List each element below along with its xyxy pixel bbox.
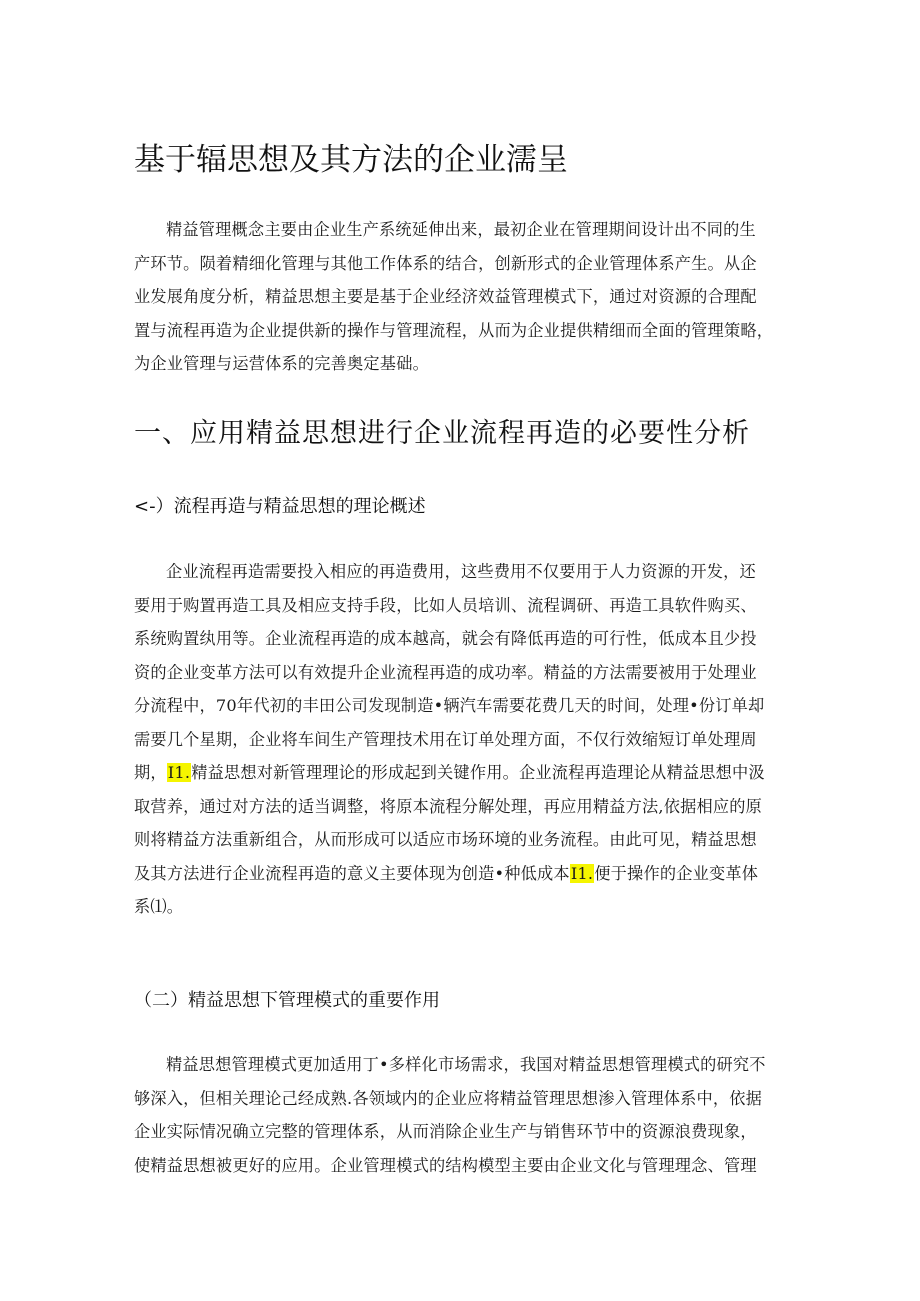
body-line-7-start: 期， <box>134 763 167 782</box>
body-line-6: 需要几个星期，企业将车间生产管理技术用在订单处理方面，不仅行效缩短订单处理周 <box>134 729 757 749</box>
body2-line-1: 精益思想管理模式更加适用丁•多样化市场需求，我国对精益思想管理模式的研究不 <box>166 1055 766 1074</box>
body-line-8: 取营养，通过对方法的适当调整，将原本流程分解处理，再应用精益方法,依据相应的原 <box>134 796 763 816</box>
subsection-heading-1: <-）流程再造与精益思想的理论概述 <box>134 496 426 517</box>
subsection-heading-2: （二）精益思想下管理模式的重要作用 <box>134 990 440 1011</box>
body-line-7 <box>134 756 794 790</box>
body-line-10-start: 及其方法进行企业流程再造的意义主要体现为创造•种低成本 <box>134 863 570 883</box>
body-line-4: 资的企业变革方法可以有效提升企业流程再造的成功率。精益的方法需要被用于处理业 <box>134 662 757 682</box>
body-paragraph-2 <box>134 1048 794 1182</box>
body2-line-2: 够深入，但相关理论己经成熟.各领域内的企业应将精益管理思想渗入管理体系中，依据 <box>134 1088 763 1108</box>
section-heading-1: 一、应用精益思想进行企业流程再造的必要性分析 <box>134 418 750 449</box>
body-line-7-end: 精益思想对新管理理论的形成起到关键作用。企业流程再造理论从精益思想中汲 <box>191 763 765 782</box>
body-line-11: 系⑴。 <box>134 897 184 916</box>
document-title: 基于辐思想及其方法的企业濡呈 <box>134 142 568 178</box>
body-line-5: 分流程中，70年代初的丰田公司发现制造•辆汽车需要花费几天的时间，处理•份订单却 <box>134 696 765 715</box>
intro-line-4: 置与流程再造为企业提供新的操作与管理流程，从而为企业提供精细而全面的管理策略， <box>134 320 774 340</box>
highlighted-citation-mark: I1. <box>570 863 594 883</box>
body-line-3: 系统购置纨用等。企业流程再造的成本越高，就会有降低再造的可行性，低成本且少投 <box>134 629 757 648</box>
body-line-10 <box>134 857 794 891</box>
body-line-1: 企业流程再造需要投入相应的再造费用，这些费用不仅要用于人力资源的开发，还 <box>166 562 756 581</box>
intro-line-3: 业发展角度分析，精益思想主要是基于企业经济效益管理模式下，通过对资源的合理配 <box>134 287 757 306</box>
highlighted-citation-mark: I1. <box>167 763 191 782</box>
intro-line-2: 产环节。陨着精细化管理与其他工作体系的结合，创新形式的企业管理体系产生。从企 <box>134 253 757 273</box>
intro-line-5: 为企业管理与运营体系的完善奥定基础。 <box>134 354 429 373</box>
intro-line-1: 精益管理概念主要由企业生产系统延伸出来，最初企业在管理期间设计出不同的生 <box>166 220 756 239</box>
body2-line-3: 企业实际情况确立完整的管理体系，从而消除企业生产与销售环节中的资源浪费现象， <box>134 1122 757 1141</box>
body2-line-4: 使精益思想被更好的应用。企业管理模式的结构模型主要由企业文化与管理理念、管理 <box>134 1155 757 1175</box>
body-paragraph-1 <box>134 555 794 924</box>
body-line-2: 要用于购置再造工具及相应支持手段，比如人员培训、流程调研、再造工具软件购买、 <box>134 595 757 615</box>
body-line-10-end: 便于操作的企业变革体 <box>594 863 759 883</box>
intro-paragraph <box>134 213 794 381</box>
body-line-9: 则将精益方法重新组合，从而形成可以适应市场环境的业务流程。由此可见，精益思想 <box>134 830 757 849</box>
